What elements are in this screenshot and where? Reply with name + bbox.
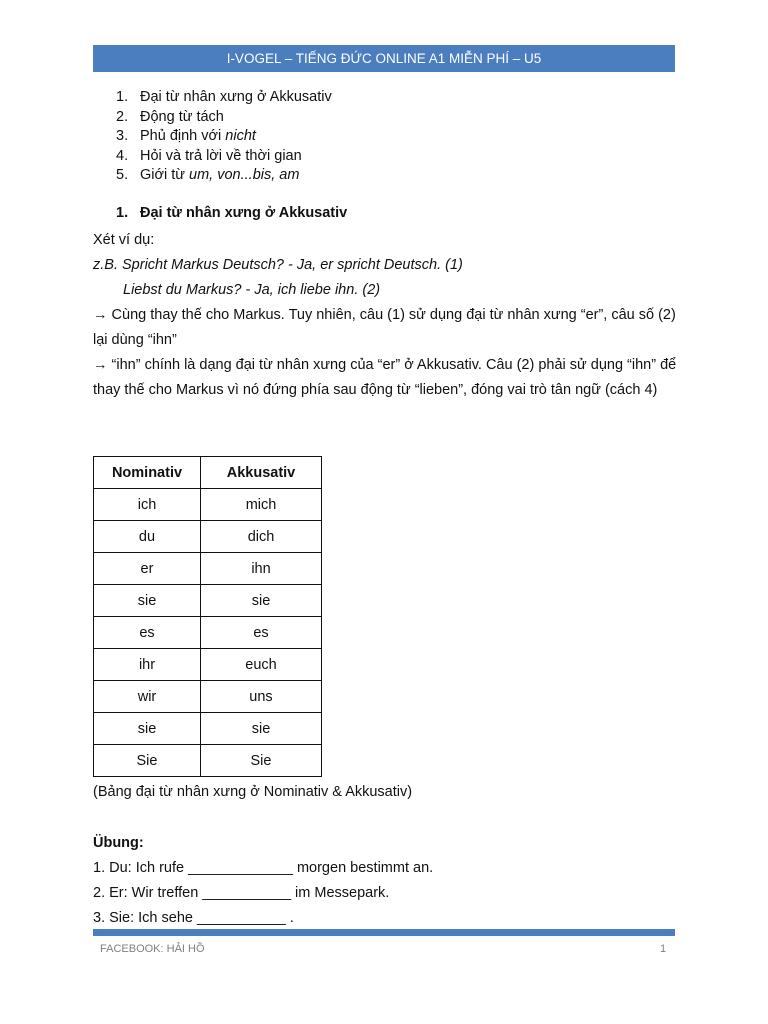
exercise-list: [93, 856, 433, 931]
section-heading: [116, 205, 347, 221]
akkusativ-cell: ihn: [201, 553, 322, 585]
table-row: [94, 489, 322, 521]
akkusativ-cell: sie: [201, 585, 322, 617]
akkusativ-cell: es: [201, 617, 322, 649]
toc-item-text: Động từ tách: [140, 108, 224, 125]
table-row: [94, 553, 322, 585]
section-number: 1.: [116, 205, 129, 221]
table-row: [94, 521, 322, 553]
nominativ-cell: es: [94, 617, 201, 649]
pronoun-table: [93, 456, 322, 777]
akkusativ-cell: sie: [201, 713, 322, 745]
toc-item-italic: nicht: [225, 128, 256, 144]
footer-divider: [93, 929, 675, 936]
example-sentence-1: z.B. Spricht Markus Deutsch? - Ja, er spricht Deutsch. (1): [93, 257, 463, 273]
exercise-item: 2. Er: Wir treffen ___________ im Messepark.: [93, 885, 390, 901]
section-body: [93, 228, 678, 403]
example-sentence-2: Liebst du Markus? - Ja, ich liebe ihn. (2): [123, 282, 381, 298]
footer-facebook-credit: FACEBOOK: HẢI HỒ: [100, 943, 205, 955]
table-row: [94, 617, 322, 649]
table-row: [94, 713, 322, 745]
akkusativ-cell: Sie: [201, 745, 322, 777]
page-number: 1: [660, 943, 667, 955]
toc-item-text: Giới từ: [140, 167, 190, 183]
document-header-bar: [93, 45, 675, 72]
akkusativ-cell: euch: [201, 649, 322, 681]
toc-item: [116, 127, 332, 147]
nominativ-cell: sie: [94, 585, 201, 617]
exercise-item: 1. Du: Ich rufe _____________ morgen bestimmt an.: [93, 860, 434, 876]
table-caption: (Bảng đại từ nhân xưng ở Nominativ & Akkusativ): [93, 784, 413, 800]
toc-item: [116, 108, 332, 128]
explanation-paragraph-2: → “ihn” chính là dạng đại từ nhân xưng của “er” ở Akkusativ. Câu (2) phải sử dụng “ihn” để thay thế cho Markus vì nó đứng phía sau động từ “lieben”, đóng vai trò tân ngữ (cách 4): [93, 357, 677, 398]
nominativ-cell: sie: [94, 713, 201, 745]
table-header-row: [94, 457, 322, 489]
nominativ-cell: du: [94, 521, 201, 553]
intro-text: Xét ví dụ:: [93, 232, 155, 248]
explanation-paragraph-1: → Cùng thay thế cho Markus. Tuy nhiên, câu (1) sử dụng đại từ nhân xưng “er”, câu số (2) lại dùng “ihn”: [93, 307, 676, 348]
toc-item: [116, 88, 332, 108]
toc-item-number: 3.: [116, 128, 129, 144]
exercise-heading: Übung:: [93, 835, 144, 851]
toc-item-number: 4.: [116, 147, 129, 164]
column-header-akkusativ: Akkusativ: [201, 457, 322, 489]
table-of-contents: [116, 88, 332, 186]
toc-item: [116, 147, 332, 167]
toc-item-number: 1.: [116, 89, 129, 105]
toc-item: [116, 166, 332, 186]
toc-item-italic: um, von...bis, am: [189, 167, 300, 183]
toc-item-text: Phủ định với: [140, 128, 226, 144]
akkusativ-cell: dich: [201, 521, 322, 553]
table-row: [94, 585, 322, 617]
column-header-nominativ: Nominativ: [94, 457, 201, 489]
nominativ-cell: Sie: [94, 745, 201, 777]
nominativ-cell: wir: [94, 681, 201, 713]
toc-item-number: 5.: [116, 167, 129, 183]
exercise-item: 3. Sie: Ich sehe ___________ .: [93, 910, 294, 926]
nominativ-cell: ich: [94, 489, 201, 521]
akkusativ-cell: uns: [201, 681, 322, 713]
table-row: [94, 745, 322, 777]
document-header-title: I-VOGEL – TIẾNG ĐỨC ONLINE A1 MIỄN PHÍ – U5: [226, 51, 542, 66]
table-row: [94, 649, 322, 681]
akkusativ-cell: mich: [201, 489, 322, 521]
section-title: Đại từ nhân xưng ở Akkusativ: [140, 205, 348, 221]
toc-item-text: Hỏi và trả lời về thời gian: [140, 147, 302, 164]
nominativ-cell: er: [94, 553, 201, 585]
table-row: [94, 681, 322, 713]
nominativ-cell: ihr: [94, 649, 201, 681]
toc-item-text: Đại từ nhân xưng ở Akkusativ: [140, 89, 332, 105]
toc-item-number: 2.: [116, 108, 129, 125]
